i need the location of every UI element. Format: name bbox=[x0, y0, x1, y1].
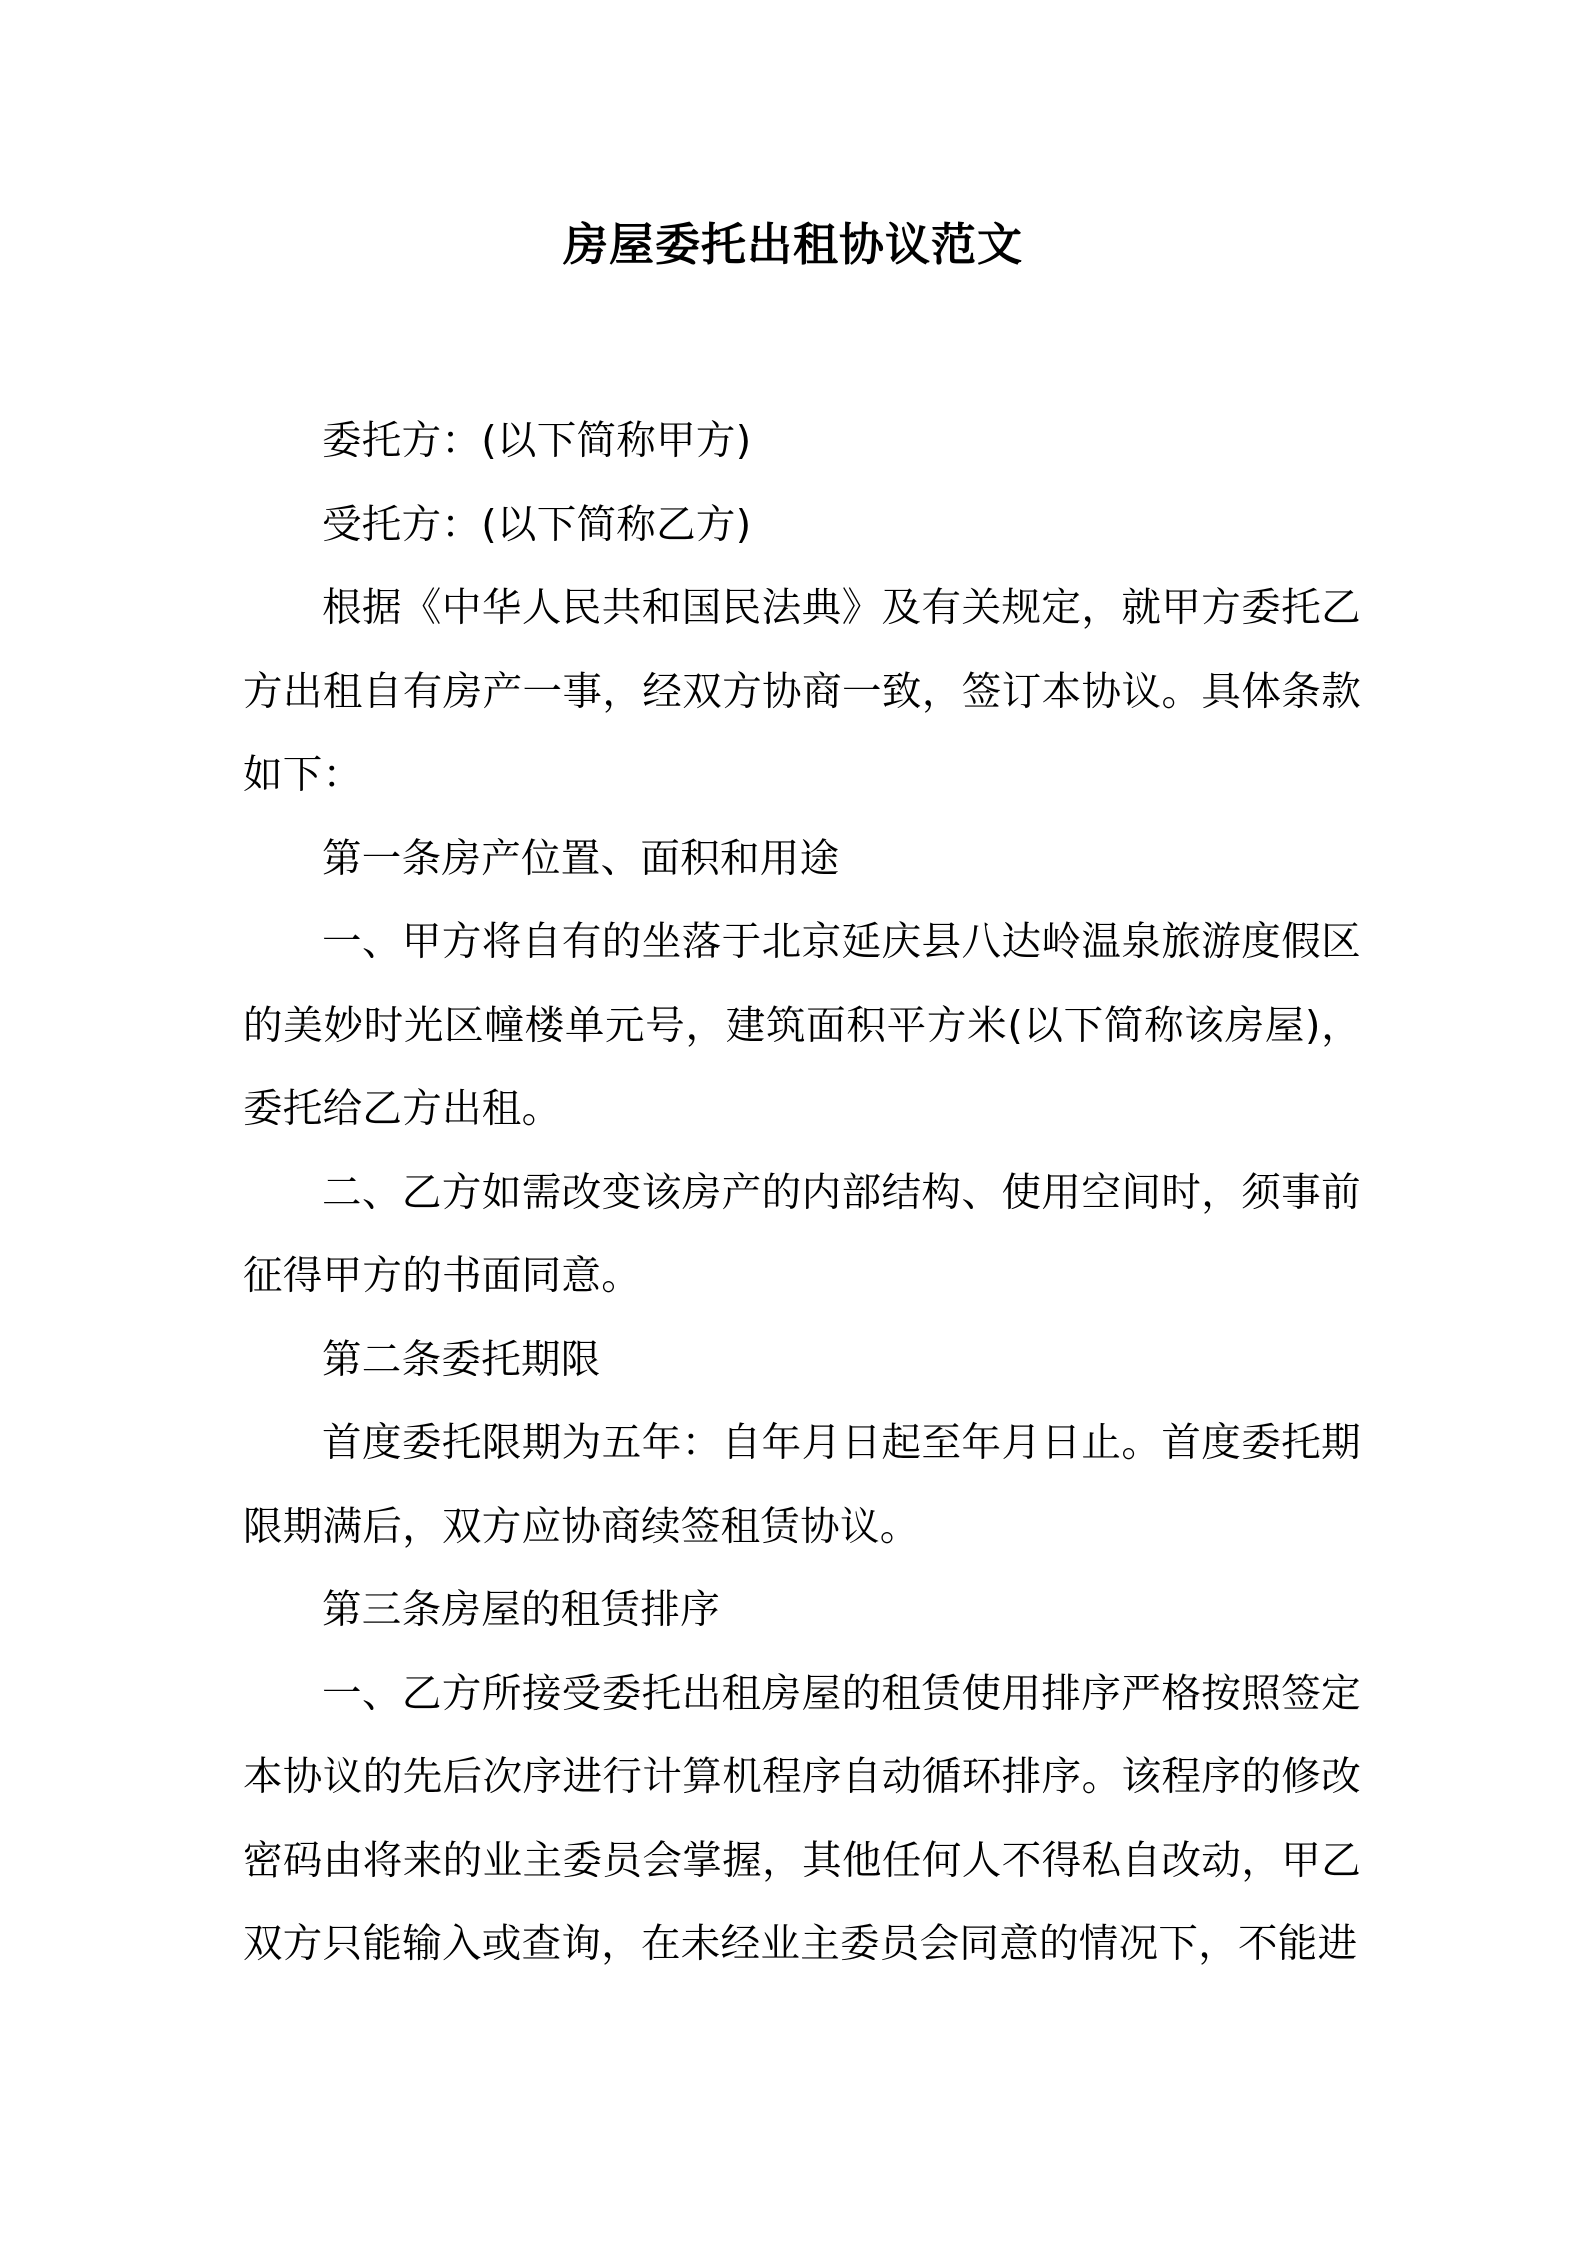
document-body bbox=[243, 400, 1361, 1987]
paragraph-agent: 受托方：(以下简称乙方) bbox=[322, 501, 752, 548]
article-2-clause: 首度委托限期为五年：自年月日起至年月日止。首度委托期限期满后，双方应协商续签租赁协议。 bbox=[243, 1420, 1361, 1550]
article-3-heading: 第三条房屋的租赁排序 bbox=[322, 1587, 720, 1633]
article-1-heading: 第一条房产位置、面积和用途 bbox=[322, 835, 840, 882]
article-1-clause-2: 二、乙方如需改变该房产的内部结构、使用空间时，须事前征得甲方的书面同意。 bbox=[243, 1169, 1361, 1299]
paragraph-principal: 委托方：(以下简称甲方) bbox=[322, 418, 752, 464]
article-1-clause-1: 一、甲方将自有的坐落于北京延庆县八达岭温泉旅游度假区的美妙时光区幢楼单元号，建筑面积平方米(以下简称该房屋)，委托给乙方出租。 bbox=[243, 919, 1361, 1132]
paragraph-preamble: 根据《中华人民共和国民法典》及有关规定，就甲方委托乙方出租自有房产一事，经双方协商一致，签订本协议。具体条款如下： bbox=[243, 585, 1361, 798]
article-3-clause-1: 一、乙方所接受委托出租房屋的租赁使用排序严格按照签定本协议的先后次序进行计算机程序自动循环排序。该程序的修改密码由将来的业主委员会掌握，其他任何人不得私自改动，甲乙双方只能输入或查询，在未经业主委员会同意的情况下，不能进 bbox=[243, 1670, 1361, 1967]
document-title: 房屋委托出租协议范文 bbox=[562, 218, 1023, 271]
article-2-heading: 第二条委托期限 bbox=[322, 1336, 601, 1383]
